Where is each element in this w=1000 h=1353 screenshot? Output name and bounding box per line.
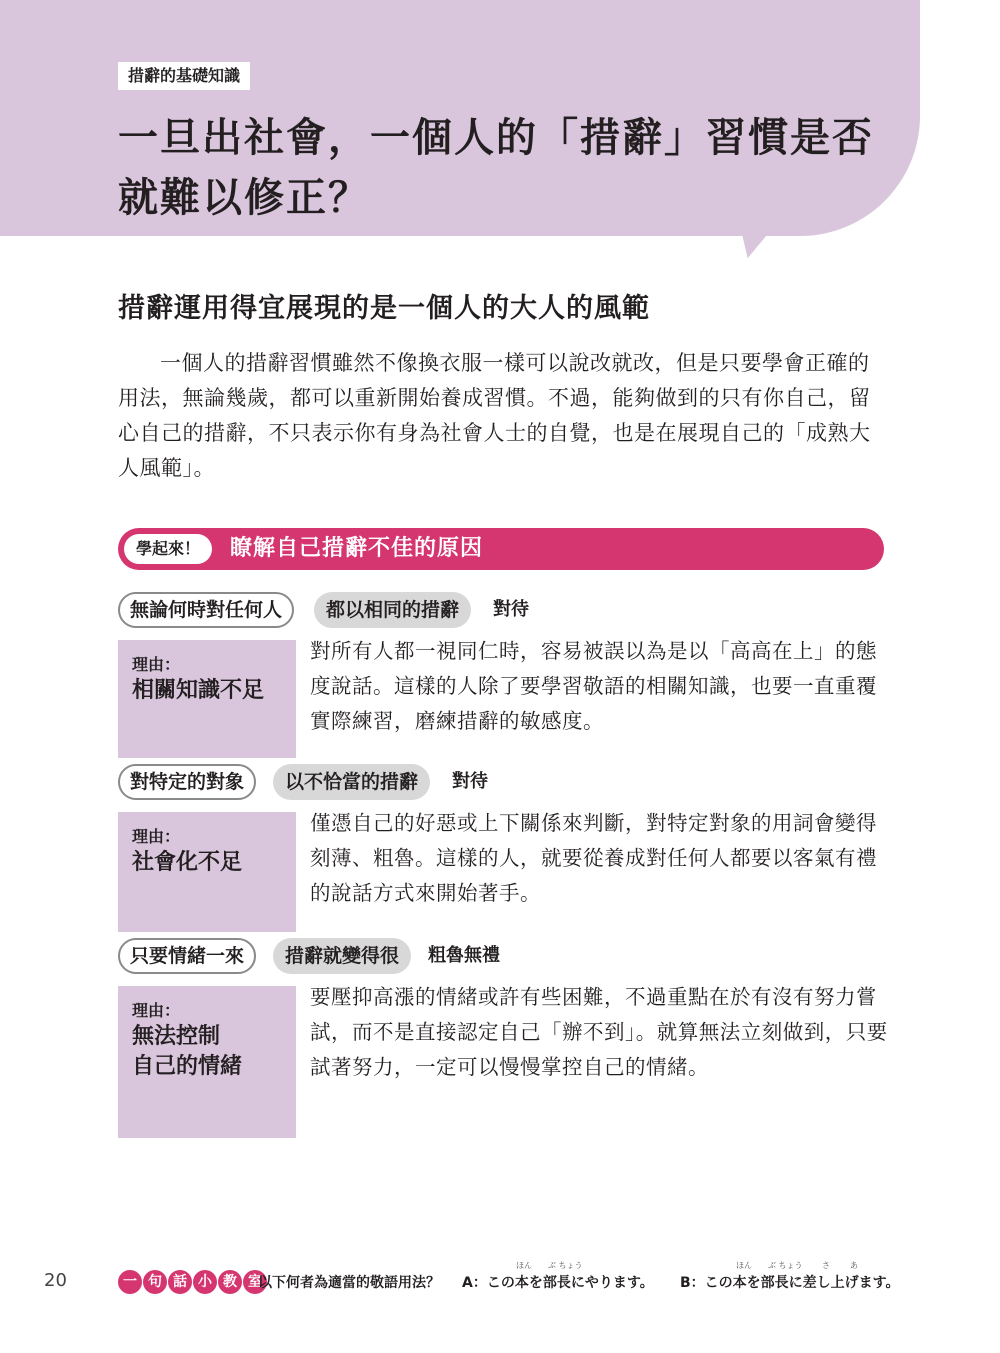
ruby-text: ぶ ちょう [548,1261,583,1270]
case-suffix: 對待 [493,599,529,620]
case-body: 要壓抑高漲的情緒或許有些困難，不過重點在於有沒有努力嘗試，而不是直接認定自己「辦不到」。就算無法立刻做到，只要試著努力，一定可以慢慢掌控自己的情緒。 [310,985,888,1079]
intro-paragraph: 一個人的措辭習慣雖然不像換衣服一樣可以說改就改，但是只要學會正確的用法，無論幾歲，都可以重新開始養成習慣。不過，能夠做到的只有你自己，留心自己的措辭，不只表示你有身為社會人士的自覺，也是在展現自己的「成熟大人風範」。 [118,351,871,480]
reason-label: 理由： [132,1001,181,1020]
case-behavior-pill: 都以相同的措辭 [314,592,471,628]
category-tag: 措辭的基礎知識 [118,62,250,90]
case-condition-pill: 無論何時對任何人 [118,592,294,628]
case-condition-pill: 只要情緒一來 [118,938,256,974]
case-suffix: 對待 [452,771,488,792]
footer-option-a: A：この本を部長にやります。 [462,1275,654,1291]
learn-title: 瞭解自己措辭不佳的原因 [230,536,484,561]
section-subtitle: 措辭運用得宜展現的是一個人的大人的風範 [118,293,650,324]
lesson-badge: 句 [143,1270,167,1294]
footer-question: 以下何者為適當的敬語用法？ [258,1275,440,1291]
lesson-badges [118,1270,268,1298]
ruby-text: ほん [736,1261,752,1270]
reason-label: 理由： [132,827,181,846]
lesson-badge: 話 [168,1270,192,1294]
learn-bar [118,528,884,570]
case-block [118,764,888,905]
lesson-badge: 一 [118,1270,142,1294]
page-number: 20 [44,1270,67,1291]
lesson-badge: 教 [218,1270,242,1294]
reason-box [118,640,296,758]
case-block [118,592,888,733]
ruby-text: さ [822,1261,830,1270]
reason-text: 相關知識不足 [132,678,265,703]
case-head [118,938,888,976]
reason-text: 無法控制 自己的情緒 [132,1024,243,1079]
case-condition-pill: 對特定的對象 [118,764,256,800]
case-behavior-pill: 以不恰當的措辭 [273,764,430,800]
ruby-text: あ [850,1261,858,1270]
case-head [118,764,888,802]
footer-option-b: B：この本を部長に差し上げます。 [680,1275,900,1291]
lesson-badge: 小 [193,1270,217,1294]
ruby-text: ほん [516,1261,532,1270]
reason-box [118,812,296,932]
reason-text: 社會化不足 [132,850,243,875]
case-behavior-pill: 措辭就變得很 [273,938,411,974]
case-suffix: 粗魯無禮 [428,945,500,966]
ruby-text: ぶ ちょう [768,1261,803,1270]
case-block [118,938,888,1079]
learn-tag: 學起來！ [124,534,212,564]
reason-box [118,986,296,1138]
page-title: 一旦出社會，一個人的「措辭」習慣是否就難以修正？ [118,115,874,221]
case-body: 對所有人都一視同仁時，容易被誤以為是以「高高在上」的態度說話。這樣的人除了要學習敬語的相關知識，也要一直重覆實際練習，磨練措辭的敏感度。 [310,639,877,733]
case-body: 僅憑自己的好惡或上下關係來判斷，對特定對象的用詞會變得刻薄、粗魯。這樣的人，就要從養成對任何人都要以客氣有禮的說話方式來開始著手。 [310,811,877,905]
lesson-badge: 室 [243,1270,267,1294]
footer [0,1261,1000,1304]
reason-label: 理由： [132,655,181,674]
case-head [118,592,888,630]
